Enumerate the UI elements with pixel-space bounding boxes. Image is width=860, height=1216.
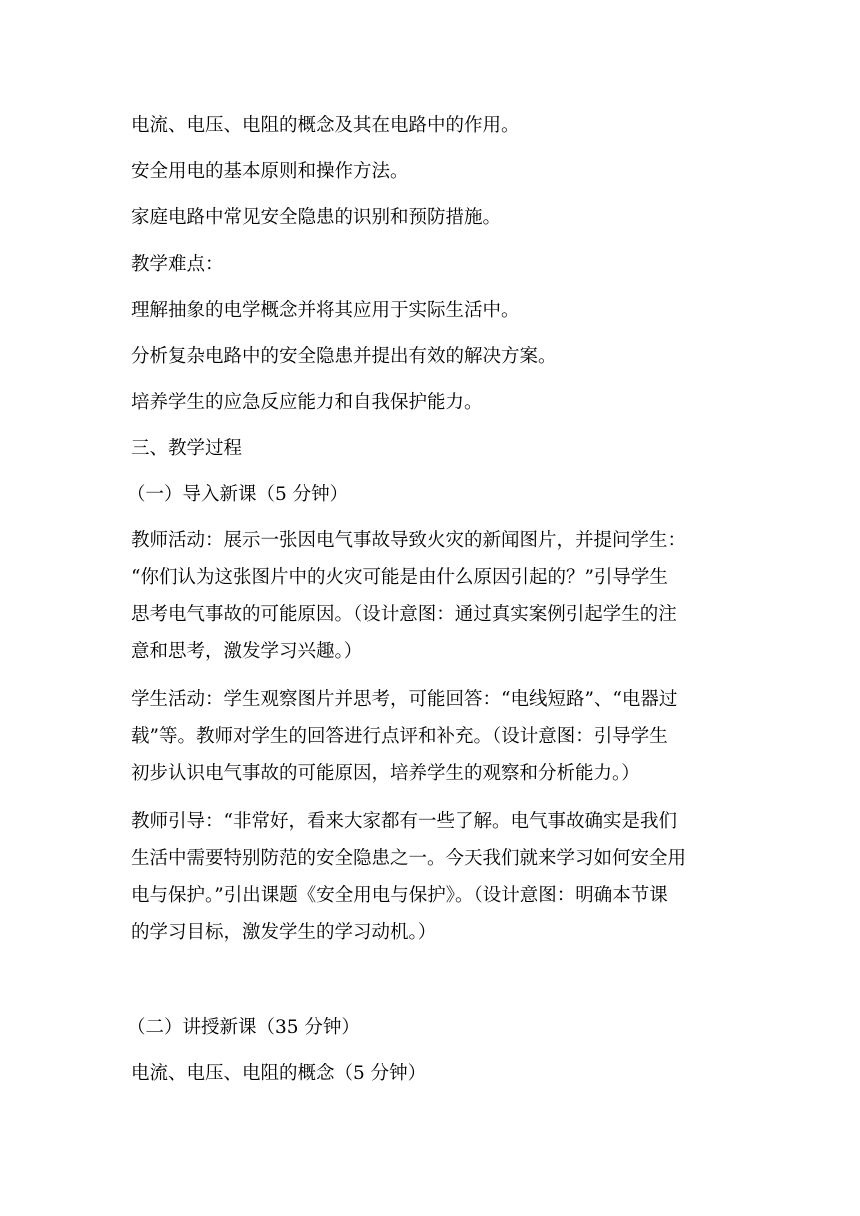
- text-line: 分析复杂电路中的安全隐患并提出有效的解决方案。: [131, 346, 557, 367]
- text-line: 电流、电压、电阻的概念及其在电路中的作用。: [131, 115, 520, 136]
- paragraph-concepts: [131, 113, 520, 139]
- text-line: 电流、电压、电阻的概念（5 分钟）: [131, 1063, 427, 1084]
- text-line: 载”等。教师对学生的回答进行点评和补充。（设计意图：引导学生: [131, 726, 668, 747]
- text-line: 电与保护。”引出课题《安全用电与保护》。（设计意图：明确本节课: [131, 885, 668, 906]
- text-line: （一）导入新课（5 分钟）: [127, 484, 349, 505]
- heading-new-lesson: [127, 1015, 360, 1041]
- paragraph-safety-principles: [131, 159, 409, 185]
- paragraph-concepts-section: [131, 1061, 426, 1087]
- text-line: 意和思考，激发学习兴趣。）: [131, 641, 363, 662]
- heading-teaching-process: [131, 436, 242, 462]
- paragraph-student-activity: [131, 687, 677, 787]
- text-line: 教学难点：: [131, 254, 224, 275]
- heading-teaching-difficulties: [131, 252, 224, 278]
- text-line: 学生活动：学生观察图片并思考，可能回答：“电线短路”、“电器过: [131, 689, 678, 710]
- text-line: 家庭电路中常见安全隐患的识别和预防措施。: [131, 207, 502, 228]
- paragraph-abstract-concepts: [131, 298, 520, 324]
- paragraph-teacher-guidance: [131, 809, 686, 946]
- text-line: 教师引导：“非常好，看来大家都有一些了解。电气事故确实是我们: [131, 811, 677, 832]
- paragraph-home-hazards: [131, 205, 501, 231]
- text-line: 思考电气事故的可能原因。（设计意图：通过真实案例引起学生的注: [131, 604, 677, 625]
- text-line: 安全用电的基本原则和操作方法。: [131, 161, 409, 182]
- text-line: 教师活动：展示一张因电气事故导致火灾的新闻图片，并提问学生：: [131, 530, 687, 551]
- text-line: “你们认为这张图片中的火灾可能是由什么原因引起的？”引导学生: [131, 567, 668, 588]
- heading-introduction: [127, 482, 348, 508]
- text-line: 理解抽象的电学概念并将其应用于实际生活中。: [131, 300, 520, 321]
- text-line: （二）讲授新课（35 分钟）: [127, 1017, 360, 1038]
- text-line: 初步认识电气事故的可能原因，培养学生的观察和分析能力。）: [131, 763, 640, 784]
- text-line: 三、教学过程: [131, 438, 243, 459]
- text-line: 的学习目标，激发学生的学习动机。）: [131, 922, 437, 943]
- paragraph-complex-circuits: [131, 344, 557, 370]
- paragraph-teacher-activity: [131, 528, 686, 665]
- paragraph-emergency-response: [131, 390, 483, 416]
- text-line: 培养学生的应急反应能力和自我保护能力。: [131, 392, 483, 413]
- text-line: 生活中需要特别防范的安全隐患之一。今天我们就来学习如何安全用: [131, 848, 687, 869]
